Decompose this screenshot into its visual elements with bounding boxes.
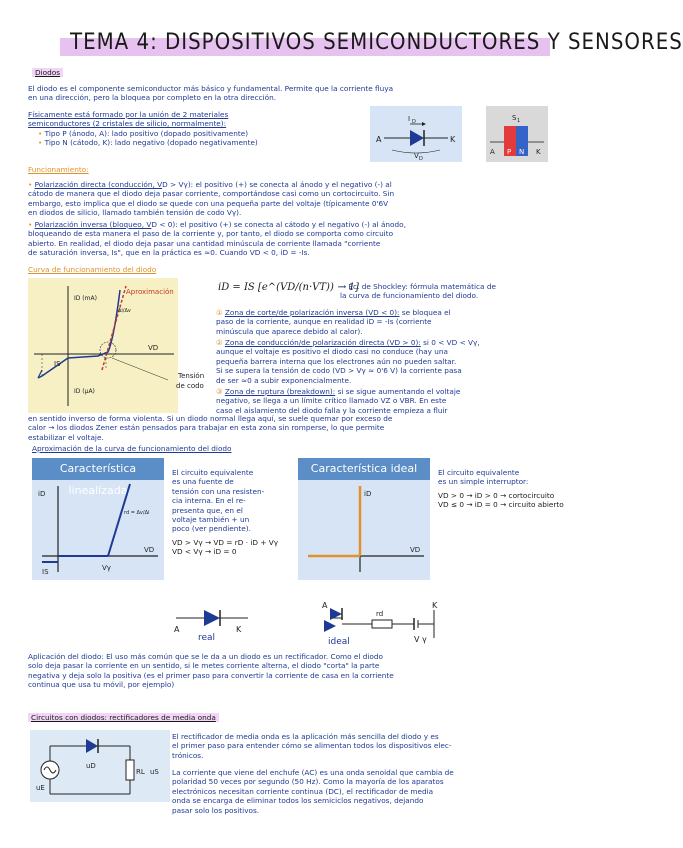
svg-text:Tensión: Tensión: [178, 372, 205, 380]
svg-text:1: 1: [517, 118, 521, 124]
svg-text:RL: RL: [136, 768, 145, 776]
svg-text:VD: VD: [144, 546, 155, 554]
svg-text:ID (mA): ID (mA): [74, 295, 97, 302]
svg-text:uD: uD: [86, 762, 96, 770]
svg-text:de codo: de codo: [176, 382, 204, 390]
svg-text:K: K: [236, 625, 242, 634]
svg-text:iD: iD: [38, 490, 46, 498]
polarizacion-inversa: • Polarización inversa (bloqueo, VD < 0): el positivo (+) se conecta al cátodo y el negativo (-) al ánodo, bloqueando de esta manera el paso de la corriente y, por tanto, el diodo se comporta como circuito abierto. En realidad, el diodo deja pasar una cantidad minúscula de corriente llamada "corriente de saturación inversa, Is", que en la práctica es ≈0. Cuando VD < 0, iD = -Is.: [28, 220, 406, 258]
pn-junction-figure: [486, 106, 548, 162]
svg-text:P: P: [507, 148, 512, 156]
page-title: TEMA 4: DISPOSITIVOS SEMICONDUCTORES Y SENSORES: [70, 30, 683, 55]
diodos-heading: Diodos: [32, 68, 63, 77]
zona-ruptura-cont: en sentido inverso de forma violenta. Si un diodo normal llega aquí, se suele quemar por exceso de calor → los diodos Zener están pensados para trabajar en esta zona sin romperse, lo que permite estabilizar el voltaje.: [28, 414, 393, 442]
svg-text:uE: uE: [36, 784, 45, 792]
svg-text:Vγ: Vγ: [102, 564, 111, 572]
svg-text:A: A: [322, 601, 328, 610]
real-diode-circuit: [172, 598, 272, 644]
svg-text:real: real: [198, 633, 216, 643]
svg-text:D: D: [412, 119, 416, 125]
svg-text:V: V: [414, 152, 419, 160]
aplicacion-text: Aplicación del diodo: El uso más común que se le da a un diodo es un rectificador. Como el diodo solo deja pasar la corriente en un sentido, si le metes corriente alterna, el diodo "corta" la parte negativa y deja solo la positiva (es el primer paso para convertir la corriente de casa en la corriente continua que usa tu móvil, por ejemplo): [28, 652, 394, 690]
intro-text: El diodo es el componente semiconductor más básico y fundamental. Permite que la corriente fluya en una dirección, pero la bloquea por completo en la otra dirección.: [28, 84, 394, 103]
zona-conduccion: ② Zona de conducción/de polarización directa (VD > 0): si 0 < VD < Vγ, aunque el voltaje es positivo el diodo casi no conduce (hay una pequeña barrera interna que los electrones aún no pueden saltar. Si se supera la tensión de codo (VD > Vγ ≈ 0'6 V) la corriente pasa de ser ≈0 a subir exponencialmente.: [216, 338, 480, 385]
funcionamiento-heading: Funcionamiento:: [28, 165, 89, 174]
chart-ideal: Característica ideal iD VD: [298, 458, 430, 580]
diode-curve-graph: [28, 278, 208, 413]
svg-text:VD: VD: [148, 344, 159, 352]
rectificador-text-2: La corriente que viene del enchufe (AC) es una onda senoidal que cambia de polaridad 50 veces por segundo (50 Hz). Como la mayoría de los aparatos electrónicos necesitan corriente continua (DC), el rectificador de media onda se encarga de eliminar todos los semiciclos negativos, dejando pasar solo los positivos.: [172, 768, 454, 815]
aproximacion-heading: Aproximación de la curva de funcionamiento del diodo: [32, 444, 232, 453]
svg-text:K: K: [432, 601, 438, 610]
svg-text:IS: IS: [54, 360, 61, 368]
half-wave-rectifier-circuit: [30, 730, 170, 802]
svg-text:IS: IS: [42, 568, 49, 576]
svg-text:K: K: [536, 148, 541, 156]
cathode-label: K: [450, 135, 456, 144]
svg-text:A: A: [490, 148, 495, 156]
svg-text:I: I: [408, 115, 411, 123]
zona-ruptura: ③ Zona de ruptura (breakdown): si se sigue aumentando el voltaje negativo, se llega a un límite crítico llamado VZ o VBR. En este caso el aislamiento del diodo falla y la corriente empieza a fluir: [216, 387, 461, 415]
zona-corte: ① Zona de corte/de polarización inversa (VD < 0): se bloquea el paso de la corriente, aunque en realidad iD = -Is (corriente minúscula que aparece debido al calor).: [216, 308, 451, 336]
shockley-equation: iD = IS [e^(VD/(n·VT)) − 1]: [218, 282, 359, 293]
svg-text:Aproximación: Aproximación: [126, 288, 174, 296]
svg-text:ideal: ideal: [328, 637, 350, 647]
curva-heading: Curva de funcionamiento del diodo: [28, 265, 157, 274]
linealizada-text: El circuito equivalente es una fuente de tensión con una resisten- cia interna. En el re- presenta que, en el voltaje también + un poco (ver pendiente). VD > Vγ → VD = rD · iD + Vγ VD < Vγ → iD = 0: [172, 468, 279, 557]
svg-text:A: A: [174, 625, 180, 634]
polarizacion-directa: • Polarización directa (conducción, VD > Vγ): el positivo (+) se conecta al ánodo y el negativo (-) al cátodo de manera que el diodo deja pasar corriente, comportándose casi como un cortocircuito. Sin embargo, esto implica que el diodo se quede con una pequeña parte del voltaje (típicamente 0'6V en diodos de silicio, llamado también tensión de codo Vγ).: [28, 180, 395, 218]
ideal-diode-circuit: [318, 598, 448, 648]
svg-text:rd = Δv/Δi: rd = Δv/Δi: [124, 510, 150, 516]
svg-text:ID (μA): ID (μA): [74, 388, 95, 395]
rectificadores-heading: Circuitos con diodos: rectificadores de media onda: [28, 713, 219, 722]
shockley-description: → Ec. de Shockley: fórmula matemática de la curva de funcionamiento del diodo.: [340, 282, 496, 301]
svg-text:rd: rd: [376, 610, 384, 618]
svg-text:uS: uS: [150, 768, 159, 776]
anode-label: A: [376, 135, 382, 144]
svg-text:Δi/Δv: Δi/Δv: [118, 308, 131, 314]
svg-text:VD: VD: [410, 546, 421, 554]
formed-text: Físicamente está formado por la unión de 2 materiales semiconductores (2 cristales de silicio, normalmente): • Tipo P (ánodo, A): lado positivo (dopado positivamente) • Tipo N (cátodo, K): lado negativo (dopado negativamente): [28, 110, 258, 148]
svg-text:iD: iD: [364, 490, 372, 498]
rectificador-text-1: El rectificador de media onda es la aplicación más sencilla del diodo y es el primer paso para entender cómo se alimentan todos los dispositivos elec- trónicos.: [172, 732, 452, 760]
svg-text:N: N: [519, 148, 525, 156]
svg-text:D: D: [419, 156, 423, 162]
svg-text:S: S: [512, 114, 517, 122]
ideal-text: El circuito equivalente es un simple interruptor: VD > 0 → iD > 0 → cortocircuito VD ≤ 0 → iD = 0 → circuito abierto: [438, 468, 564, 510]
chart-linealizada: Característica linealizada iD VD IS Vγ rd = Δv/Δi: [32, 458, 164, 580]
svg-text:V γ: V γ: [414, 635, 427, 644]
diode-symbol-figure: [370, 106, 462, 162]
